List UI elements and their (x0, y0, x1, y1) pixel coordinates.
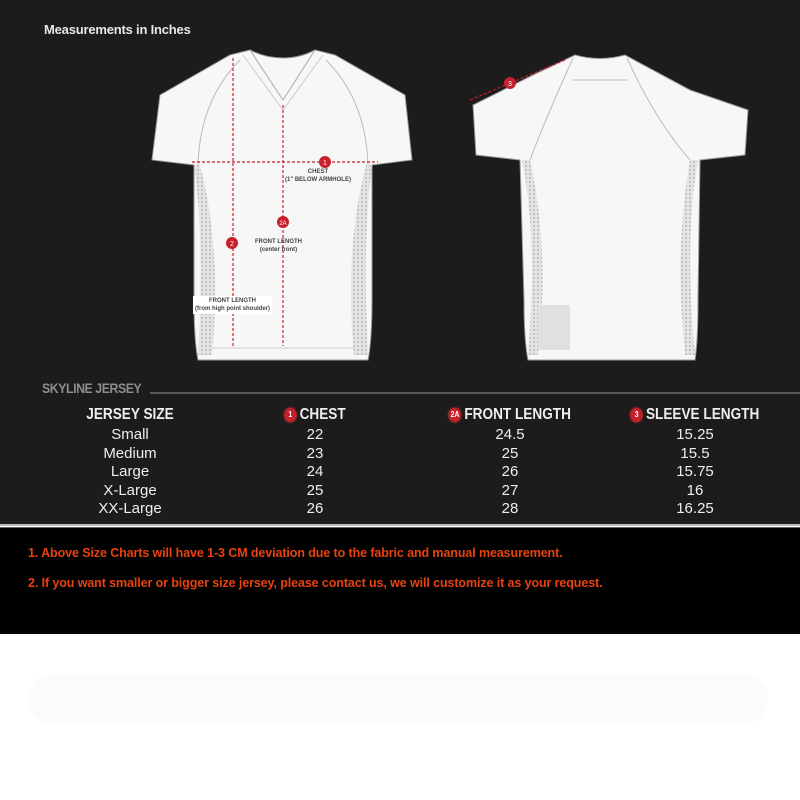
marker-3-icon: 3 (631, 408, 643, 422)
table-cell: 22 (306, 426, 324, 443)
table-cell: 16.25 (676, 500, 714, 517)
table-cell: Large (110, 463, 150, 480)
table-cell: XX-Large (98, 500, 162, 517)
table-cell: 26 (306, 500, 324, 517)
table-cell: 15.75 (676, 463, 714, 480)
table-cell: X-Large (103, 481, 157, 499)
column-header: 3 SLEEVE LENGTH (623, 404, 768, 426)
column-header: 2A FRONT LENGTH (450, 406, 571, 423)
column-jersey-size (60, 404, 200, 519)
marker-1-icon: 1 (284, 408, 296, 422)
note-2: 2. If you want smaller or bigger size jersey, please contact us, we will customize it as your request. (28, 576, 603, 590)
table-cell: 23 (306, 444, 324, 462)
table-cell: 15.25 (676, 426, 714, 443)
chest-label: CHEST (1" BELOW ARMHOLE) (285, 169, 351, 183)
table-cell: Small (111, 426, 149, 443)
svg-text:2: 2 (230, 241, 234, 248)
table-cell: 24.5 (495, 426, 525, 443)
column-sleeve-length (610, 404, 780, 519)
column-chest (260, 404, 370, 519)
note-1: 1. Above Size Charts will have 1-3 CM deviation due to the fabric and manual measurement. (28, 546, 563, 560)
page-title: Measurements in Inches (44, 22, 191, 37)
svg-text:1: 1 (323, 160, 327, 167)
column-header: 1 CHEST (268, 404, 362, 426)
table-cell: 16 (686, 481, 704, 499)
section-title: SKYLINE JERSEY (42, 380, 142, 396)
front-length-center-label: FRONT LENGTH (center front) (255, 239, 302, 253)
blank-area (0, 634, 800, 800)
svg-text:3: 3 (508, 81, 512, 88)
column-front-length (430, 404, 590, 519)
section-divider (150, 392, 800, 394)
table-cell: 26 (501, 463, 519, 480)
jersey-diagram (0, 0, 800, 370)
marker-2a-icon: 2A (449, 408, 461, 422)
svg-text:2A: 2A (279, 221, 287, 227)
table-cell: Medium (103, 444, 157, 462)
table-cell: 24 (306, 463, 324, 480)
faint-smudge (28, 674, 768, 724)
back-jersey-illustration (470, 55, 748, 360)
divider (0, 524, 800, 526)
notes-panel (0, 528, 800, 634)
table-cell: 25 (501, 444, 519, 462)
table-cell: 28 (501, 500, 519, 517)
column-header: JERSEY SIZE (86, 406, 174, 423)
table-cell: 15.5 (680, 444, 710, 462)
front-jersey-illustration (152, 50, 412, 360)
table-cell: 27 (501, 481, 519, 499)
front-length-hps-label: FRONT LENGTH (from high point shoulder) (195, 298, 270, 312)
table-cell: 25 (306, 481, 324, 499)
